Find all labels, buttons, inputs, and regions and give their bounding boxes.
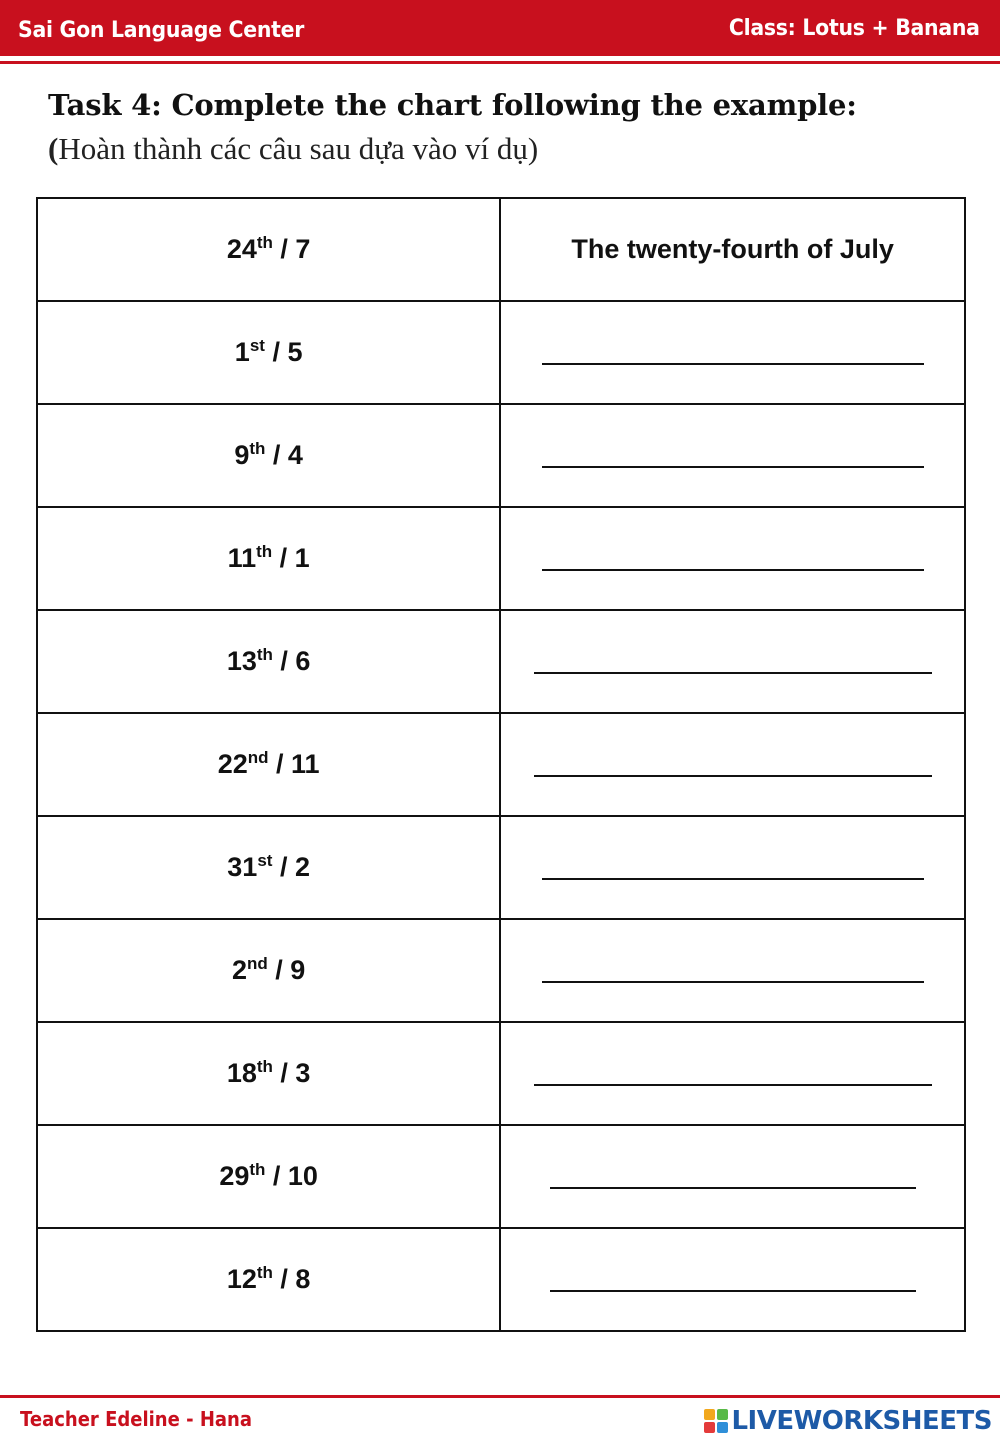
date-month: / 3	[272, 1058, 311, 1088]
answer-blank-input[interactable]	[550, 1181, 916, 1189]
date-cell	[37, 713, 500, 816]
answer-blank-input[interactable]	[542, 563, 924, 571]
date-suffix: th	[256, 1057, 273, 1076]
subtitle-text: Hoàn thành các câu sau dựa vào ví dụ)	[58, 131, 539, 166]
class-label: Class: Lotus + Banana	[729, 16, 980, 41]
date-suffix: th	[256, 1263, 273, 1282]
date-day: 11	[227, 543, 257, 573]
answer-cell	[500, 1022, 965, 1125]
date-day: 24	[226, 234, 257, 264]
date-day: 29	[219, 1161, 250, 1191]
date-cell	[37, 919, 500, 1022]
footer-divider	[0, 1395, 1000, 1398]
date-cell	[37, 301, 500, 404]
date-month: / 8	[272, 1264, 311, 1294]
date-month: / 2	[272, 852, 310, 882]
table-row	[37, 1022, 965, 1125]
date-month: / 5	[264, 337, 303, 367]
date-month: / 6	[272, 646, 311, 676]
answer-blank-input[interactable]	[542, 872, 924, 880]
date-day: 31	[227, 852, 258, 882]
date-month: / 10	[265, 1161, 318, 1191]
table-row	[37, 1125, 965, 1228]
date-suffix: th	[256, 542, 273, 561]
example-row	[37, 198, 965, 301]
header-divider	[0, 61, 1000, 64]
table-row	[37, 610, 965, 713]
date-suffix: st	[249, 336, 265, 355]
date-day: 9	[234, 440, 250, 470]
date-suffix: th	[249, 439, 266, 458]
date-suffix: nd	[247, 748, 269, 767]
date-suffix: nd	[246, 954, 268, 973]
header-bar	[0, 0, 1000, 56]
answer-cell	[500, 919, 965, 1022]
date-day: 13	[226, 646, 257, 676]
date-cell	[37, 1022, 500, 1125]
task-title: Task 4: Complete the chart following the example:	[48, 88, 857, 122]
date-day: 1	[234, 337, 250, 367]
answer-blank-input[interactable]	[534, 769, 932, 777]
answer-blank-input[interactable]	[542, 460, 924, 468]
answer-blank-input[interactable]	[542, 975, 924, 983]
answer-cell	[500, 507, 965, 610]
date-cell	[37, 1125, 500, 1228]
date-cell	[37, 610, 500, 713]
answer-cell	[500, 1228, 965, 1331]
date-suffix: th	[256, 233, 273, 252]
school-name: Sai Gon Language Center	[18, 18, 305, 43]
liveworksheets-brand[interactable]	[704, 1406, 992, 1436]
answer-cell	[500, 713, 965, 816]
date-day: 2	[231, 955, 247, 985]
example-answer: The twenty-fourth of July	[571, 234, 894, 264]
table-row	[37, 816, 965, 919]
date-cell	[37, 816, 500, 919]
answer-blank-input[interactable]	[550, 1284, 916, 1292]
answer-blank-input[interactable]	[542, 357, 924, 365]
date-day: 12	[226, 1264, 257, 1294]
date-month: / 1	[272, 543, 310, 573]
example-answer-cell	[500, 198, 965, 301]
example-date-cell	[37, 198, 500, 301]
date-cell	[37, 1228, 500, 1331]
table-row	[37, 919, 965, 1022]
date-suffix: st	[257, 851, 273, 870]
date-month: / 11	[268, 749, 320, 779]
table-row	[37, 713, 965, 816]
answer-cell	[500, 301, 965, 404]
answer-cell	[500, 1125, 965, 1228]
answer-blank-input[interactable]	[534, 666, 932, 674]
date-chart	[36, 197, 966, 1332]
teacher-name: Teacher Edeline - Hana	[20, 1407, 253, 1431]
answer-blank-input[interactable]	[534, 1078, 932, 1086]
date-month: / 9	[267, 955, 306, 985]
answer-cell	[500, 816, 965, 919]
answer-cell	[500, 610, 965, 713]
date-suffix: th	[249, 1160, 266, 1179]
date-day: 22	[217, 749, 248, 779]
table-row	[37, 301, 965, 404]
table-row	[37, 507, 965, 610]
date-suffix: th	[256, 645, 273, 664]
date-cell	[37, 507, 500, 610]
date-month: / 4	[265, 440, 303, 470]
date-month: / 7	[272, 234, 311, 264]
table-row	[37, 404, 965, 507]
answer-cell	[500, 404, 965, 507]
date-day: 18	[226, 1058, 257, 1088]
liveworksheets-logo-icon	[704, 1409, 728, 1433]
date-cell	[37, 404, 500, 507]
subtitle-paren: (	[48, 131, 59, 166]
task-subtitle	[48, 131, 538, 167]
brand-text: LIVEWORKSHEETS	[731, 1406, 992, 1436]
table-row	[37, 1228, 965, 1331]
